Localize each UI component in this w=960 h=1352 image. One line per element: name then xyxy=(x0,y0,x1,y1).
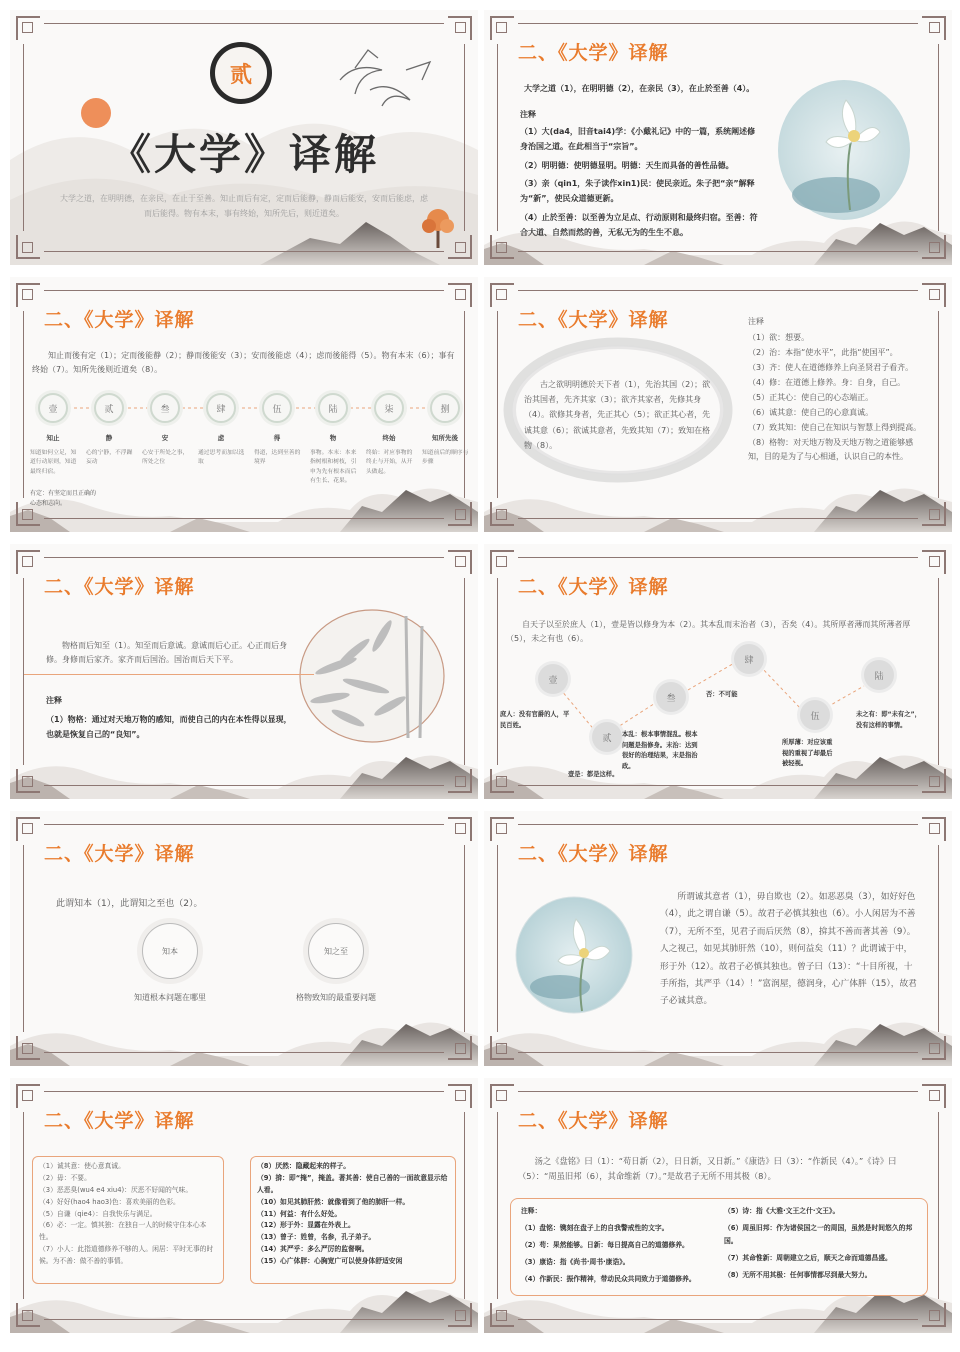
frame-line xyxy=(44,785,444,786)
note-item: （2）治：本指“使水平”，此指“使国平”。 xyxy=(748,348,898,357)
note-head: 注释 xyxy=(748,317,764,326)
section-title: 二、《大学》译解 xyxy=(518,309,669,331)
path-number: 陆 xyxy=(874,671,884,682)
note-item: （15）心广体胖：心胸宽广可以使身体舒适安闲 xyxy=(257,1257,403,1266)
frame-corner xyxy=(448,16,472,40)
note-item: （2）毋：不要。 xyxy=(39,1173,91,1182)
circle-desc: 知道根本问题在哪里 xyxy=(134,993,206,1002)
frame-line xyxy=(44,251,444,252)
bamboo-icon xyxy=(296,606,448,746)
slide-5[interactable] xyxy=(10,544,478,799)
frame-corner xyxy=(922,235,946,259)
frame-corner xyxy=(448,235,472,259)
step-circle xyxy=(262,393,292,423)
note-list xyxy=(520,125,760,241)
path-label: 庶人：没有官爵的人，平民百姓。 xyxy=(500,711,570,729)
main-text: 知止而後有定（1）；定而後能静（2）；静而後能安（3）；安而後能虑（4）；虑而後能得（5）。物有本末（6）；事有终始（7）。知所先後则近道矣（8）。 xyxy=(32,351,455,374)
circle-knowbase xyxy=(142,923,198,979)
circle-label: 知本 xyxy=(162,946,178,956)
frame-corner xyxy=(490,283,514,307)
note-item: （12）形于外：显露在外表上。 xyxy=(257,1221,355,1230)
path-label: 否：不可能 xyxy=(706,691,738,698)
main-text: 此谓知本（1），此谓知之至也（2）。 xyxy=(56,899,203,909)
frame-corner xyxy=(448,1303,472,1327)
path-label: 未之有：即“未有之”，没有这样的事情。 xyxy=(856,711,921,729)
path-number: 贰 xyxy=(602,733,612,744)
frame-line xyxy=(518,785,918,786)
cover-title: 《大学》译解 xyxy=(108,130,379,179)
note-item: （9）揜：即“掩”，掩盖。著其善：使自己善的一面故意显示给人看。 xyxy=(257,1173,448,1194)
main-text: 自天子以至於庶人（1），壹是皆以修身为本（2）。其本乱而末治者（3），否矣（4）。其所厚者薄而其所薄者厚（5），未之有也（6）。 xyxy=(506,620,911,643)
frame-line xyxy=(518,290,918,291)
step-number: 陆 xyxy=(328,404,338,415)
frame-corner xyxy=(922,769,946,793)
section-title: 二、《大学》译解 xyxy=(44,843,195,865)
lotus-icon xyxy=(514,895,634,1015)
note-item: （8）无所不用其极：任何事情都尽到最大努力。 xyxy=(724,1270,872,1279)
frame-line xyxy=(938,578,939,765)
step-circle xyxy=(206,393,236,423)
frame-corner xyxy=(16,16,40,40)
frame-line xyxy=(518,1319,918,1320)
note-item: （11）何益：有什么好处。 xyxy=(257,1209,342,1218)
step-number: 伍 xyxy=(272,404,282,415)
note-item: （7）小人：此指道德修养不够的人。闲居：平时无事的时候。为不善：做不善的事情。 xyxy=(39,1245,214,1266)
frame-line xyxy=(23,1112,24,1299)
note-item: （1）盘铭：镌刻在盘子上的自我警戒性的文字。 xyxy=(521,1223,669,1232)
frame-corner xyxy=(490,817,514,841)
frame-line xyxy=(938,44,939,231)
frame-line xyxy=(44,1091,444,1092)
frame-corner xyxy=(448,1084,472,1108)
frame-corner xyxy=(490,502,514,526)
note-item: （6）诚其意：使自己的心意真诚。 xyxy=(748,408,874,417)
frame-corner xyxy=(922,16,946,40)
step-key: 知所先後 xyxy=(432,434,458,442)
path-number: 伍 xyxy=(810,711,820,722)
note-item: （4）止於至善：以至善为立足点、行动原则和最终归宿。至善：符合大道、自然而然的善，无私无为的生生不息。 xyxy=(520,212,758,237)
frame-line xyxy=(44,824,444,825)
frame-corner xyxy=(16,235,40,259)
frame-line xyxy=(938,1112,939,1299)
note-item: （5）正其心：使自己的心态端正。 xyxy=(748,393,874,402)
note-item: （5）自谦（qie4）：自我快乐与满足。 xyxy=(39,1209,157,1218)
note-item: （1）物格：通过对天地万物的感知，而使自己的内在本性得以显现，也就是恢复自己的“良知”。 xyxy=(46,715,292,740)
slide-4[interactable] xyxy=(484,277,952,532)
frame-line xyxy=(44,1319,444,1320)
mountain-icon xyxy=(10,1006,478,1066)
path-circle xyxy=(734,644,764,674)
slide-8[interactable] xyxy=(484,811,952,1066)
section-title: 二、《大学》译解 xyxy=(518,1110,669,1132)
frame-corner xyxy=(16,283,40,307)
frame-line xyxy=(44,557,444,558)
slide-3[interactable] xyxy=(10,277,478,532)
mountain-icon xyxy=(10,739,478,799)
frame-corner xyxy=(16,550,40,574)
main-text: 所谓诚其意者（1），毋自欺也（2）。如恶恶臭（3），如好好色（4），此之谓自谦（5）。故君子必慎其独也（6）。小人闲居为不善（7），无所不至，见君子而后厌然（8），揜其不善而著其善（9）。人之视己，如见其肺肝然（10），则何益矣（11）？此谓诚于中，形于外（12）。故君子必慎其独也。曾子曰（13）：“十目所视，十手所指，其严乎（14）！”富润屋，德润身，心广体胖（15），故君子必诚其意。 xyxy=(660,892,917,1007)
frame-corner xyxy=(922,283,946,307)
section-title: 二、《大学》译解 xyxy=(518,42,669,64)
step-number: 柒 xyxy=(384,404,394,415)
frame-line xyxy=(23,578,24,765)
mountain-icon xyxy=(484,1006,952,1066)
frame-corner xyxy=(490,235,514,259)
path-circle xyxy=(656,682,686,712)
notes-box-left xyxy=(32,1156,224,1284)
step-number: 壹 xyxy=(48,404,58,415)
frame-corner xyxy=(490,769,514,793)
frame-line xyxy=(44,23,444,24)
frame-corner xyxy=(490,550,514,574)
step-circle xyxy=(150,393,180,423)
notes-box xyxy=(510,1198,928,1296)
section-title: 二、《大学》译解 xyxy=(44,576,195,598)
step-circle xyxy=(374,393,404,423)
frame-corner xyxy=(490,1303,514,1327)
note-item: （1）欲：想要。 xyxy=(748,333,810,342)
frame-corner xyxy=(448,502,472,526)
frame-line xyxy=(464,1112,465,1299)
note-head: 注释 xyxy=(520,110,536,119)
note-item: （8）格物：对天地万物及天地万物之道能够感知，目的是为了与心相通，认识自己的本性。 xyxy=(748,438,914,461)
frame-line xyxy=(497,1112,498,1299)
frame-line xyxy=(44,290,444,291)
frame-corner xyxy=(16,769,40,793)
path-number: 壹 xyxy=(548,675,558,686)
frame-line xyxy=(497,311,498,498)
frame-line xyxy=(464,578,465,765)
step-key: 终始 xyxy=(382,434,396,442)
step-circle xyxy=(38,393,68,423)
section-title: 二、《大学》译解 xyxy=(44,1110,195,1132)
path-circle xyxy=(800,700,830,730)
frame-line xyxy=(44,518,444,519)
note-item: （7）致其知：使自己在知识与智慧上得到提高。 xyxy=(748,423,922,432)
frame-corner xyxy=(490,1036,514,1060)
step-number: 肆 xyxy=(216,404,226,415)
note-item: （2）苟：果然能够。日新：每日提高自己的道德修养。 xyxy=(521,1240,689,1249)
step-desc: 得道，达到至善的境界 xyxy=(254,450,301,466)
path-circle xyxy=(592,722,622,752)
path-label: 所厚薄：对应该重视的重视了却最后被轻视。 xyxy=(782,739,833,768)
path-label: 本乱：根本事情混乱。根本问题是指修身。末治：达到很好的治理结果，末是指治政。 xyxy=(622,731,698,771)
note-item: （1）大(da4，旧音tai4)学：《小戴礼记》中的一篇，系统阐述修身治国之道。在此相当于“宗旨”。 xyxy=(520,127,756,151)
divider xyxy=(24,674,314,675)
frame-corner xyxy=(490,1084,514,1108)
note-item: （3）齐：使人在道德修养上向圣贤君子看齐。 xyxy=(748,363,914,372)
main-text: 古之欲明明德於天下者（1），先治其国（2）；欲治其国者，先齐其家（3）；欲齐其家者，先修其身（4）。欲修其身者，先正其心（5）；欲正其心者，先诚其意（6）；欲诚其意者，先致其知（7）；致知在格物（8）。 xyxy=(524,380,711,450)
step-number: 叁 xyxy=(160,404,170,415)
step-desc: 事物。本末：本来指树根和树枝，引申为先有根本而后有生长、花果。 xyxy=(310,450,357,484)
note-item: （5）诗：指《大雅·文王之什·文王》。 xyxy=(724,1207,840,1215)
step-key: 虑 xyxy=(217,434,225,442)
step-key: 知止 xyxy=(46,434,60,442)
frame-line xyxy=(518,518,918,519)
frame-line xyxy=(497,44,498,231)
frame-line xyxy=(518,1052,918,1053)
frame-corner xyxy=(16,1036,40,1060)
path-circle xyxy=(538,664,568,694)
path-label: 壹是：都是这样。 xyxy=(568,771,619,778)
note-item: （6）周虽旧邦：作为诸侯国之一的周国，虽然是时间悠久的邦国。 xyxy=(724,1223,913,1245)
badge-circle xyxy=(210,42,272,104)
note-head: 注释 xyxy=(46,696,62,705)
step-circle xyxy=(94,393,124,423)
note-list xyxy=(748,331,924,464)
note-item: （4）修：在道德上修养。身：自身，自己。 xyxy=(748,378,906,387)
step-number: 贰 xyxy=(104,404,114,415)
cover-intro: 大学之道，在明明德，在亲民，在止于至善。知止而后有定，定而后能静，静而后能安，安而后能虑，虑而后能得。物有本末，事有终始，知所先后，则近道矣。 xyxy=(60,194,428,219)
badge-text: 贰 xyxy=(229,61,252,88)
slide-9[interactable] xyxy=(10,1078,478,1333)
section-title: 二、《大学》译解 xyxy=(44,309,195,331)
slide-10[interactable] xyxy=(484,1078,952,1333)
slide-6[interactable] xyxy=(484,544,952,799)
frame-line xyxy=(518,557,918,558)
note-item: （7）其命惟新：周朝建立之后，顺天之命而道德昌盛。 xyxy=(724,1253,892,1262)
section-title: 二、《大学》译解 xyxy=(518,843,669,865)
frame-corner xyxy=(448,550,472,574)
step-desc: 知道如何立足，知道行动原则，知道最终归宿。 xyxy=(30,450,77,475)
note-item: （6）必：一定。慎其独：在独自一人的时候守住本心本性。 xyxy=(39,1221,207,1242)
note-item: （3）康诰：指《尚书·周书·康诰》。 xyxy=(521,1257,630,1266)
slide-7[interactable] xyxy=(10,811,478,1066)
path-number: 叁 xyxy=(666,693,676,704)
step-key: 得 xyxy=(273,434,281,442)
frame-line xyxy=(23,311,24,498)
frame-line xyxy=(497,845,498,1032)
frame-line xyxy=(464,845,465,1032)
note-item: （3）亲（qin1，朱子读作xin1)民：使民亲近。朱子把“亲”解释为“新”，使民众道德更新。 xyxy=(520,179,755,204)
frame-line xyxy=(938,311,939,498)
note-item: （14）其严乎：多么严厉的监督啊。 xyxy=(257,1245,369,1254)
frame-corner xyxy=(922,1084,946,1108)
note-item: （4）好好(hao4 hao3)色：喜欢美丽的色彩。 xyxy=(39,1197,180,1206)
step-desc: 终始：对应事物的终止与开始，从开头做起。 xyxy=(366,450,413,475)
frame-corner xyxy=(448,1036,472,1060)
frame-corner xyxy=(922,1303,946,1327)
circle-desc: 格物致知的最重要问题 xyxy=(296,993,376,1002)
circle-label: 知之至 xyxy=(324,946,348,956)
step-key: 安 xyxy=(161,434,169,442)
frame-corner xyxy=(448,283,472,307)
frame-line xyxy=(23,845,24,1032)
frame-line xyxy=(497,578,498,765)
path-circle xyxy=(864,660,894,690)
step-desc: 知道前后的顺序与步骤 xyxy=(422,450,469,466)
note-item: （8）厌然：隐藏起来的样子。 xyxy=(257,1162,351,1170)
note-head: 注释： xyxy=(521,1207,542,1215)
frame-corner xyxy=(448,769,472,793)
frame-line xyxy=(518,824,918,825)
step-key: 物 xyxy=(329,434,337,442)
note-item: （13）曾子：姓曾，名参，孔子弟子。 xyxy=(257,1233,376,1242)
frame-line xyxy=(518,251,918,252)
frame-corner xyxy=(922,550,946,574)
note-item: （1）诚其意：使心意真诚。 xyxy=(39,1162,125,1170)
section-title: 二、《大学》译解 xyxy=(518,576,669,598)
main-text: 物格而后知至（1）。知至而后意诚。意诚而后心正。心正而后身修。身修而后家齐。家齐而后国治。国治而后天下平。 xyxy=(46,641,288,664)
note-item: （3）恶恶臭(wu4 e4 xiu4)：厌恶不好闻的气味。 xyxy=(39,1185,193,1194)
note-item: （4）作新民：振作精神，带动民众共同致力于道德修养。 xyxy=(521,1274,696,1283)
extra-note: 有定：有坚定而且正确的心态和志向。 xyxy=(30,490,97,507)
frame-corner xyxy=(16,1084,40,1108)
frame-line xyxy=(518,23,918,24)
frame-line xyxy=(464,311,465,498)
circle-knowsupreme xyxy=(308,923,364,979)
step-key: 静 xyxy=(105,434,113,442)
frame-corner xyxy=(448,817,472,841)
notes-box-right xyxy=(250,1156,456,1284)
frame-corner xyxy=(922,1036,946,1060)
frame-line xyxy=(44,1052,444,1053)
step-desc: 心安于所处之事，所处之位 xyxy=(142,450,189,466)
main-text: 汤之《盘铭》曰（1）：“苟日新（2），日日新，又日新。”《康诰》曰（3）：“作新民（4）。”《诗》曰（5）：“周虽旧邦（6），其命维新（7）。”是故君子无所不用其极（8）。 xyxy=(518,1156,897,1181)
frame-line xyxy=(518,1091,918,1092)
slide-2[interactable] xyxy=(484,10,952,265)
step-circle xyxy=(318,393,348,423)
frame-corner xyxy=(16,1303,40,1327)
frame-corner xyxy=(922,817,946,841)
note-item: （10）如见其肺肝然：就像看到了他的肺肝一样。 xyxy=(257,1197,410,1206)
note-item: （2）明明德：使明德显明。明德：天生而具备的善性品德。 xyxy=(520,160,734,170)
frame-line xyxy=(938,845,939,1032)
step-circle xyxy=(430,393,460,423)
step-number: 捌 xyxy=(440,404,450,415)
path-number: 肆 xyxy=(744,655,754,666)
slide-cover[interactable] xyxy=(10,10,478,265)
step-desc: 心的宁静，不浮躁妄动 xyxy=(86,450,133,466)
frame-corner xyxy=(16,817,40,841)
frame-corner xyxy=(490,16,514,40)
step-desc: 通过思考而加以选取 xyxy=(198,450,245,466)
frame-corner xyxy=(922,502,946,526)
main-text: 大学之道（1），在明明德（2），在亲民（3），在止於至善（4）。 xyxy=(524,84,755,93)
